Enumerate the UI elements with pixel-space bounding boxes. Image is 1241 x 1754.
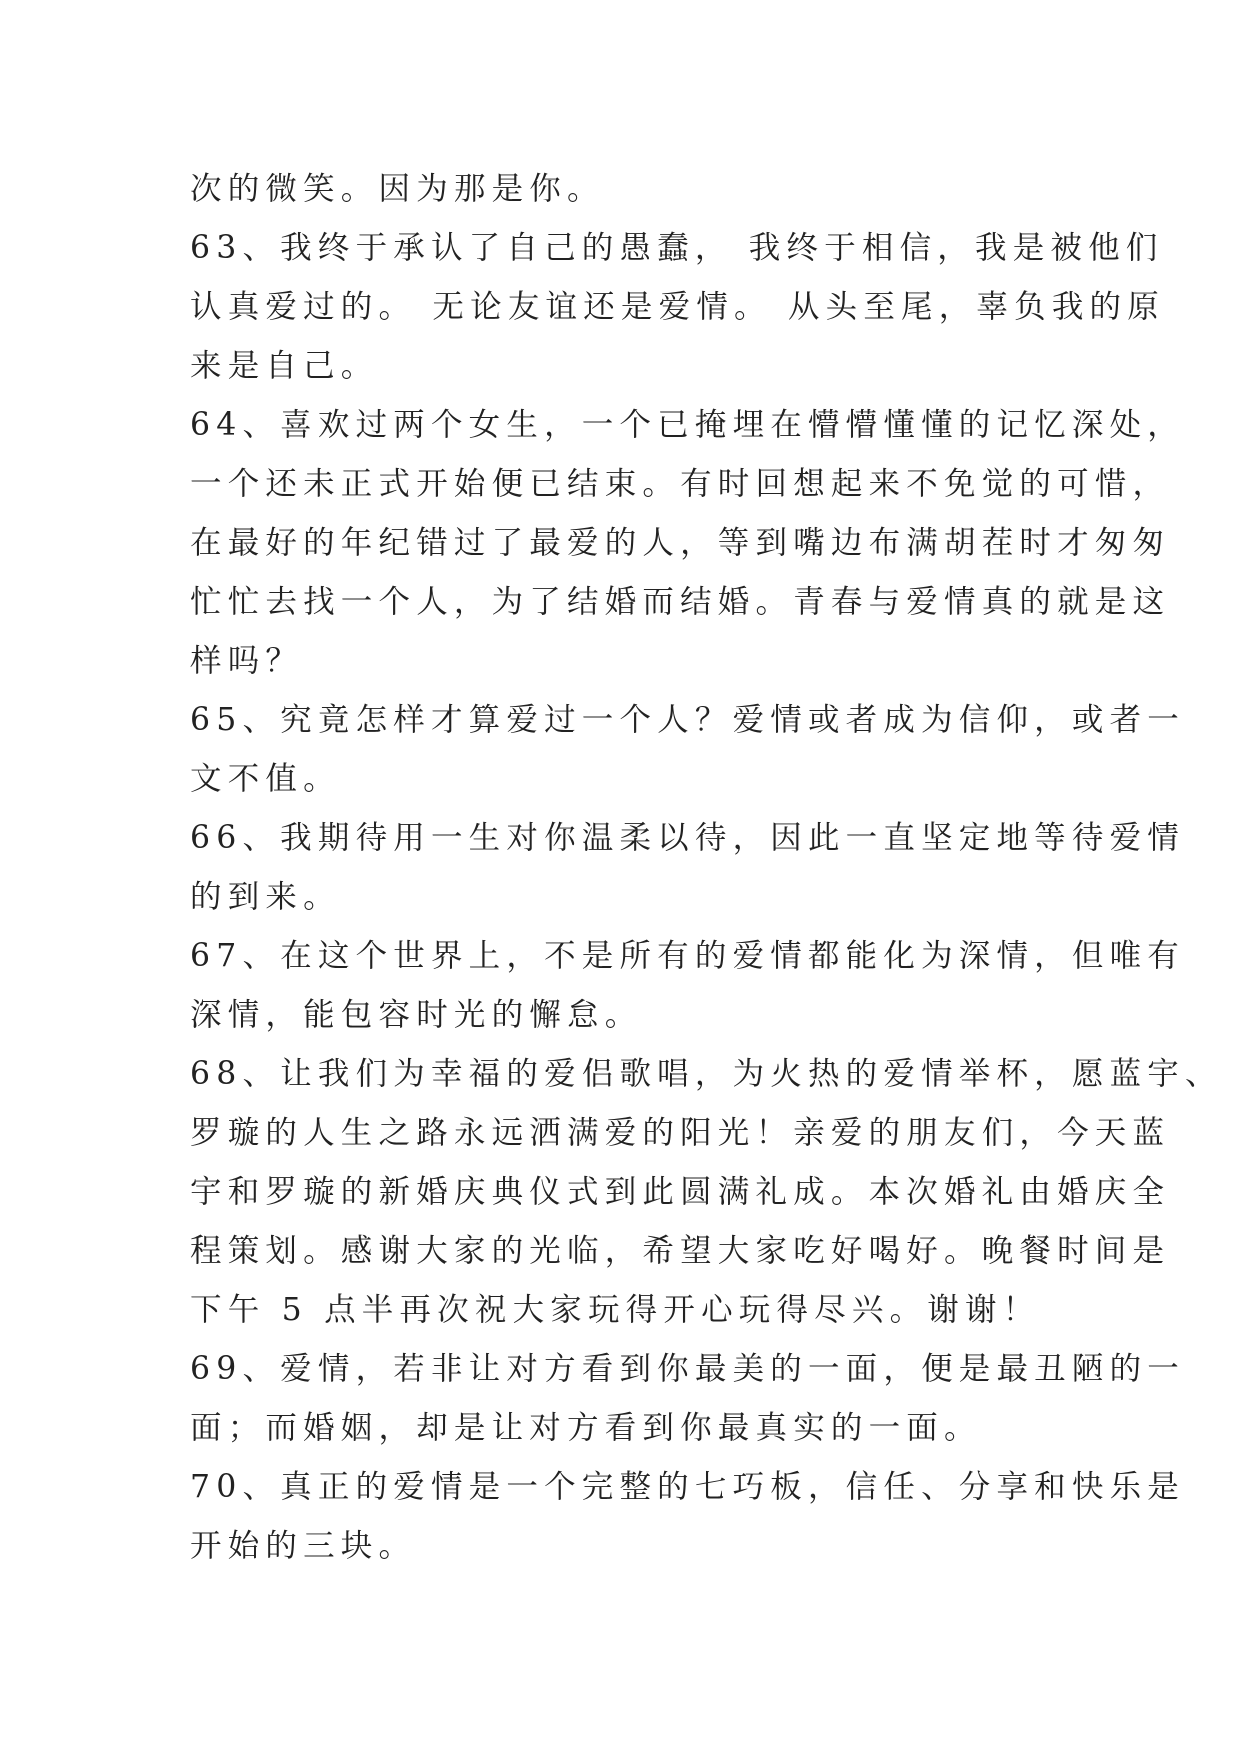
text-line: 样吗？ [190,643,304,679]
text-line: 认真爱过的。 无论友谊还是爱情。 从头至尾，辜负我的原 [190,289,1165,325]
text-line: 宇和罗璇的新婚庆典仪式到此圆满礼成。本次婚礼由婚庆全 [190,1174,1171,1210]
text-line: 69、爱情，若非让对方看到你最美的一面，便是最丑陋的一 [190,1351,1185,1387]
text-line: 下午 5 点半再次祝大家玩得开心玩得尽兴。谢谢！ [190,1292,1041,1328]
text-line: 罗璇的人生之路永远洒满爱的阳光！亲爱的朋友们，今天蓝 [190,1115,1171,1151]
text-line: 来是自己。 [190,348,379,384]
text-line: 63、我终于承认了自己的愚蠢， 我终于相信，我是被他们 [190,230,1164,266]
text-line: 67、在这个世界上，不是所有的爱情都能化为深情，但唯有 [190,938,1185,974]
document-page [190,160,1223,1576]
text-line: 开始的三块。 [190,1528,417,1564]
text-line: 64、喜欢过两个女生，一个已掩埋在懵懵懂懂的记忆深处， [190,407,1185,443]
text-line: 次的微笑。因为那是你。 [190,171,605,207]
text-line: 一个还未正式开始便已结束。有时回想起来不免觉的可惜， [190,466,1171,502]
text-line: 深情，能包容时光的懈怠。 [190,997,643,1033]
text-line: 忙忙去找一个人，为了结婚而结婚。青春与爱情真的就是这 [190,584,1171,620]
text-line: 文不值。 [190,761,341,797]
text-line: 66、我期待用一生对你温柔以待，因此一直坚定地等待爱情 [190,820,1185,856]
text-line: 70、真正的爱情是一个完整的七巧板，信任、分享和快乐是 [190,1469,1185,1505]
text-line: 65、究竟怎样才算爱过一个人？爱情或者成为信仰，或者一 [190,702,1185,738]
text-line: 在最好的年纪错过了最爱的人，等到嘴边布满胡茬时才匆匆 [190,525,1171,561]
text-line: 68、让我们为幸福的爱侣歌唱，为火热的爱情举杯，愿蓝宇、 [190,1056,1223,1092]
text-line: 程策划。感谢大家的光临，希望大家吃好喝好。晚餐时间是 [190,1233,1171,1269]
text-line: 面；而婚姻，却是让对方看到你最真实的一面。 [190,1410,982,1446]
text-line: 的到来。 [190,879,341,915]
